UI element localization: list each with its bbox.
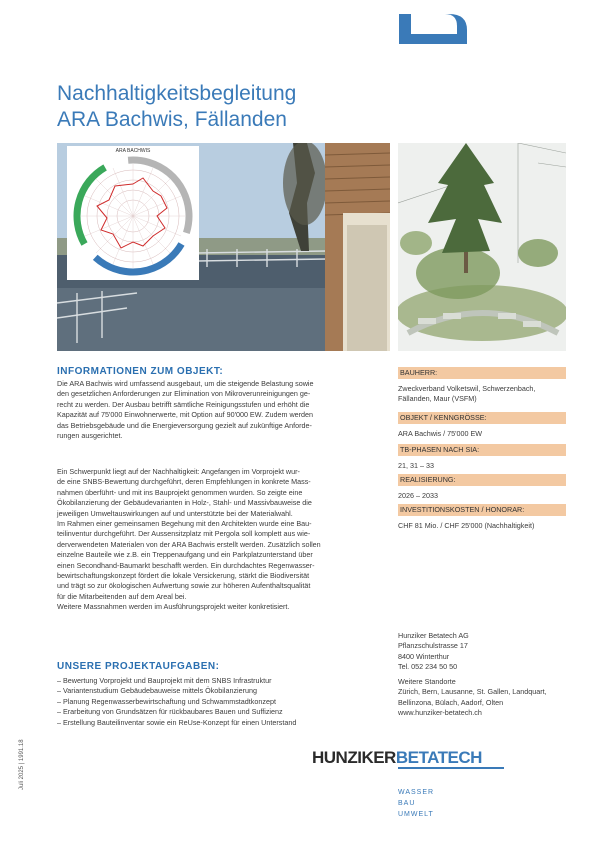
sustainability-chart-inset: [67, 146, 199, 280]
rendering-image: [398, 143, 566, 351]
list-item: – Planung Regenwasserbewirtschaftung und Schwammstadtkonzept: [57, 696, 276, 706]
company-phone: Tel. 052 234 50 50: [398, 662, 458, 672]
company-website[interactable]: www.hunziker-betatech.ch: [398, 708, 482, 718]
list-item: – Bewertung Vorprojekt und Bauprojekt mit dem SNBS Infrastruktur: [57, 676, 272, 685]
value-sia-phasen: 21, 31 – 33: [398, 461, 434, 470]
chart-inset-title: ARA BACHWIS: [115, 148, 151, 154]
value-objekt: ARA Bachwis / 75'000 EW: [398, 429, 483, 438]
brand-underline: [398, 767, 504, 769]
company-city: 8400 Winterthur: [398, 651, 450, 661]
tasks-heading: UNSERE PROJEKTAUFGABEN:: [57, 661, 220, 672]
company-address: [398, 631, 568, 673]
list-item: – Erarbeitung von Grundsätzen für rückbaubares Bauen und Suffizienz: [57, 707, 283, 717]
list-item: – Erstellung Bauteilinventar sowie ein ReUse-Konzept für einen Unterstand: [57, 717, 297, 727]
info-paragraph-1: Die ARA Bachwis wird umfassend ausgebaut, um die steigende Belastung sowie den gesetzlichen Anforderungen zur Elimination von Mikroverunreinigungen ge- recht zu werden. Der Ausbau betrifft sämtliche Reinigungsstufen und erhöht die Kapazität auf 75'000 Einwohnerwerte, mit Option auf 90'000 EW. Zudem werden das Betriebsgebäude und die Energieversorgung gezielt auf zukünftige Anforde- rungen ausgerichtet.: [57, 379, 314, 441]
category-bau: BAU: [398, 800, 416, 807]
category-wasser: WASSER: [398, 789, 435, 796]
category-umwelt: UMWELT: [398, 811, 434, 818]
list-item: – Variantenstudium Gebäudebauweise mittels Ökobilanzierung: [57, 686, 258, 696]
brand-part2: BETATECH: [395, 748, 482, 767]
company-street: Pflanzschulstrasse 17: [398, 641, 468, 651]
brand-logo: [312, 748, 482, 768]
brand-part1: HUNZIKER: [312, 748, 396, 767]
value-investitionskosten: CHF 81 Mio. / CHF 25'000 (Nachhaltigkeit): [398, 521, 535, 530]
rendering-illustration: [398, 143, 566, 351]
label-sia-phasen: TB-PHASEN NACH SIA:: [398, 444, 566, 456]
company-name: Hunziker Betatech AG: [398, 631, 469, 640]
brand-logo-mark: [399, 14, 467, 44]
info-heading: INFORMATIONEN ZUM OBJEKT:: [57, 366, 224, 377]
label-investitionskosten: INVESTITIONSKOSTEN / HONORAR:: [398, 504, 566, 516]
label-bauherr: BAUHERR:: [398, 367, 566, 379]
main-photo: [57, 143, 390, 351]
label-objekt: OBJEKT / KENNGRÖSSE:: [398, 412, 566, 424]
page-title-line1: Nachhaltigkeitsbegleitung: [57, 82, 297, 105]
label-realisierung: REALISIERUNG:: [398, 474, 566, 486]
company-locations: Weitere Standorte Zürich, Bern, Lausanne, St. Gallen, Landquart, Bellinzona, Bülach, Aadorf, Olten www.hunziker-betatech.ch: [398, 677, 568, 719]
page-title-line2: ARA Bachwis, Fällanden: [57, 108, 287, 131]
locations-heading: Weitere Standorte: [398, 677, 456, 686]
radar-chart: [73, 156, 193, 276]
info-paragraph-2: Ein Schwerpunkt liegt auf der Nachhaltigkeit: Angefangen im Vorprojekt wur- de eine SNBS-Bewertung durchgeführt, deren Empfehlungen in konkrete Mass- nahmen überführt- und mit ins Bauprojekt genommen wurden. So zeigte eine Ökobilanzierung der Gebäudevarianten in Holz-, Stahl- und Massivbauweise die jeweiligen Umweltauswirkungen auf und unterstützte bei der Materialwahl. Im Rahmen einer gemeinsamen Begehung mit den Architekten wurde eine Bau- teilinventur durchgeführt. Der Aussensitzplatz mit Pergola soll komplett aus wie- derverwendeten Materialen von der ARA Bachwis erstellt werden. Zusätzlich sollen einzelne Bauteile wie z.B. ein Treppenaufgang und ein Parkplatzunterstand über einen Secondhand-Baumarkt beschafft werden. Ein durchdachtes Regenwasser- bewirtschaftungskonzept fördert die lokale Versickerung, stärkt die Biodiversität und trägt so zur ökologischen Aufwertung sowie zur höheren Aufenthaltsqualität für die Mitarbeitenden auf dem Areal bei. Weitere Massnahmen werden im Ausführungsprojekt weiter konkretisiert.: [57, 467, 321, 612]
tasks-list: [57, 676, 387, 728]
document-code: Juli 2025 | 1991.18: [19, 739, 25, 790]
value-bauherr: Zweckverband Volketswil, Schwerzenbach, Fällanden, Maur (VSFM): [398, 384, 536, 404]
value-realisierung: 2026 – 2033: [398, 491, 438, 500]
